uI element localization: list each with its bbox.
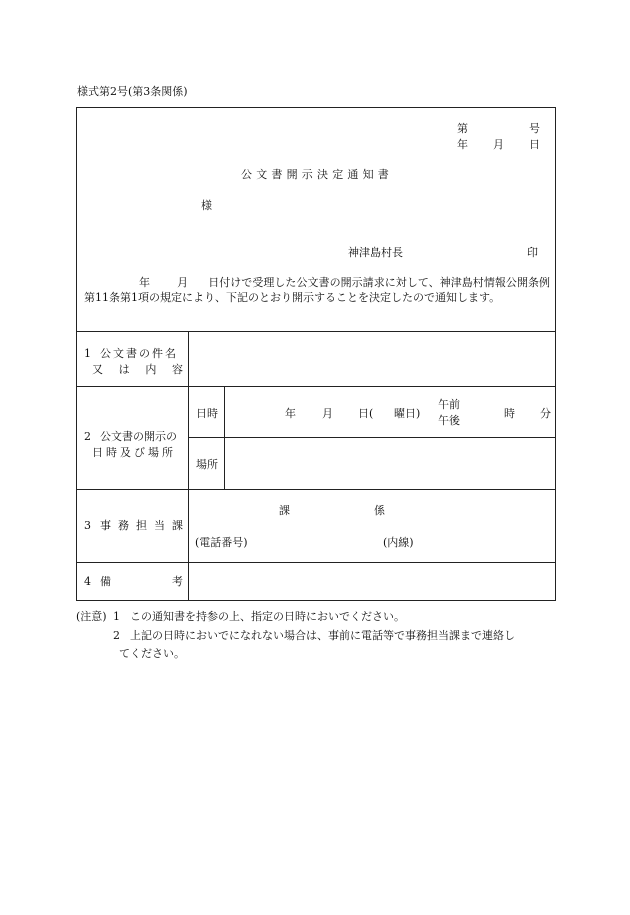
row3-num: 3 bbox=[84, 519, 91, 532]
row3-label-char: 担 bbox=[136, 519, 147, 532]
dt-year: 年 bbox=[285, 407, 296, 420]
row2-label-line2: 日時及び場所 bbox=[92, 446, 176, 459]
date-year: 年 bbox=[457, 138, 468, 151]
number-suffix: 号 bbox=[529, 122, 540, 135]
note2-text-line1: 上記の日時においでになれない場合は、事前に電話等で事務担当課まで連絡し bbox=[130, 629, 515, 642]
note2-text-line2: てください。 bbox=[119, 647, 185, 660]
row3-label-char: 務 bbox=[118, 519, 129, 532]
date-day: 日 bbox=[529, 138, 540, 151]
row1-label-char: 容 bbox=[171, 363, 183, 376]
extension-label: (内線) bbox=[383, 536, 414, 549]
row1-num: 1 bbox=[84, 347, 91, 360]
row1-label-char: は bbox=[118, 363, 130, 376]
row1-label-line1: 公文書の件名 bbox=[100, 347, 178, 360]
dt-weekday: 曜日) bbox=[394, 407, 421, 420]
row4-label-char: 備 bbox=[100, 575, 111, 588]
row2-label-line1: 公文書の開示の bbox=[100, 430, 177, 443]
row3-label-char: 事 bbox=[100, 519, 111, 532]
body-main: 日付けで受理した公文書の開示請求に対して、神津島村情報公開条例第11条第1項の規定により、下記のとおり開示することを決定したので通知します。 bbox=[84, 276, 551, 304]
body-month: 月 bbox=[177, 276, 189, 289]
number-prefix: 第 bbox=[457, 122, 468, 135]
phone-label: (電話番号) bbox=[195, 536, 248, 549]
row3-label bbox=[100, 520, 183, 531]
datetime-label: 日時 bbox=[196, 407, 218, 420]
document-title: 公文書開示決定通知書 bbox=[241, 168, 393, 181]
dt-minute: 分 bbox=[540, 407, 551, 420]
issuer-seal: 印 bbox=[527, 246, 538, 259]
dt-day: 日( bbox=[358, 407, 374, 420]
row4-num: 4 bbox=[84, 575, 91, 588]
date-month: 月 bbox=[493, 138, 504, 151]
row3-label-char: 課 bbox=[172, 519, 183, 532]
row1-label-line2 bbox=[92, 364, 183, 375]
dt-month: 月 bbox=[322, 407, 333, 420]
row3-label-char: 当 bbox=[154, 519, 165, 532]
notes-prefix: (注意) bbox=[76, 610, 107, 623]
body-text bbox=[84, 275, 550, 305]
section-ka: 課 bbox=[279, 504, 290, 517]
document-frame bbox=[76, 107, 556, 601]
note1-num: 1 bbox=[113, 610, 120, 623]
note2-num: 2 bbox=[113, 629, 120, 642]
dt-hour: 時 bbox=[504, 407, 515, 420]
section-kakari: 係 bbox=[374, 504, 385, 517]
note1-text: この通知書を持参の上、指定の日時においでください。 bbox=[130, 610, 405, 623]
row2-num: 2 bbox=[84, 430, 91, 443]
body-year: 年 bbox=[139, 276, 151, 289]
row1-label-char: 又 bbox=[92, 363, 103, 376]
row1-label-char: 内 bbox=[145, 363, 157, 376]
dt-pm: 午後 bbox=[438, 414, 460, 427]
addressee-suffix: 様 bbox=[201, 199, 212, 212]
row4-label-char: 考 bbox=[172, 575, 183, 588]
place-label: 場所 bbox=[196, 458, 218, 471]
form-label: 様式第2号(第3条関係) bbox=[77, 85, 188, 98]
issuer-name: 神津島村長 bbox=[348, 246, 403, 259]
row4-label bbox=[100, 576, 183, 587]
dt-am: 午前 bbox=[438, 398, 460, 411]
